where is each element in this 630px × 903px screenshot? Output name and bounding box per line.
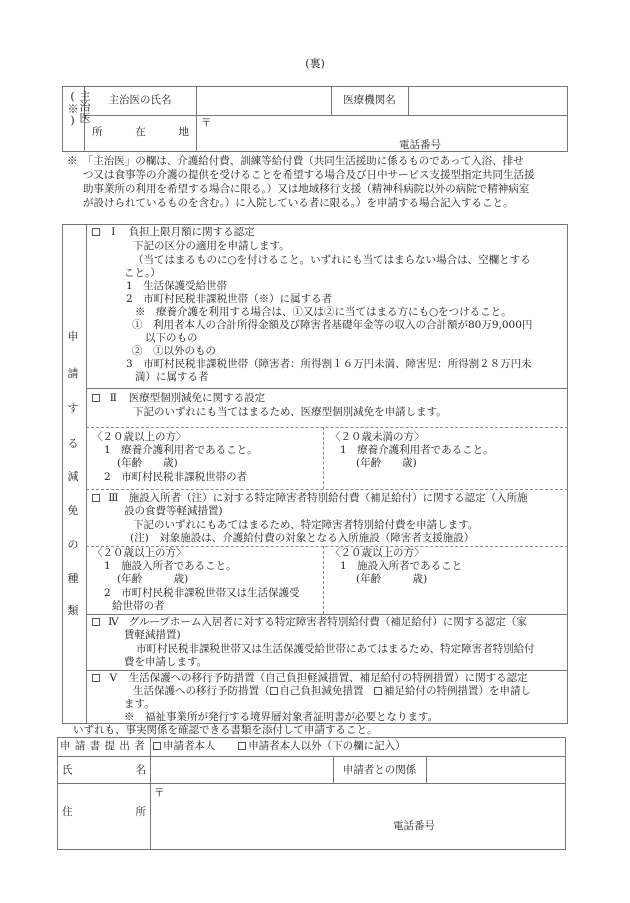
text-line: 下記のいずれにも当てはまるため、医療型個別減免を申請します。 [133,406,447,418]
institution-label: 医療機関名 [343,94,396,106]
relation-field[interactable] [427,757,565,782]
postal-mark: 〒 [201,117,212,129]
submitter-phone-label: 電話番号 [393,820,435,832]
institution-field[interactable] [409,87,567,114]
section-2-checkbox[interactable] [92,394,100,402]
text-line: 給世帯の者 [112,600,165,612]
submitter-address-field[interactable] [151,784,565,849]
text-line: 満）に属する者 [135,371,209,383]
doctor-note-line: ※ 「主治医」の欄は、介護給付費、訓練等給付費（共同生活援助に係るものであって入浴、排せ [67,155,524,167]
condition-item: 1 施設入所者であること [340,560,463,572]
dashed-divider [323,546,324,614]
text-line: 設の食費等軽減措置) [124,505,223,517]
self-burden-reduction-checkbox[interactable] [270,687,278,695]
section-5-title: Ⅴ 生活保護への移行予防措置（自己負担軽減措置、補足給付の特例措置）に関する認定 [92,672,528,685]
text-line: 市町村民税非課税世帯又は生活保護受給世帯にあてはまるため、特定障害者特別給付 [136,643,535,655]
age-heading: 〈２０歳以上の方〉 [330,547,425,559]
side-label-char: る [67,437,79,450]
postal-mark: 〒 [154,787,165,799]
section-5-options-line: 生活保護への移行予防措置（ 自己負担減免措置 補足給付の特例措置）を申請し [133,685,531,697]
supplementary-benefit-checkbox[interactable] [374,687,382,695]
side-label-char: 類 [67,604,79,617]
side-label-char: 免 [67,504,79,517]
text-line: 費を申請します。 [124,656,208,668]
age-field[interactable]: (年齢 歳) [356,457,417,469]
divider [86,388,568,389]
text-line: 以下のもの [145,332,198,344]
text-line: 賃軽減措置) [124,629,181,641]
age-heading: 〈２０歳未満の方〉 [330,431,425,443]
side-label-char: す [67,402,79,415]
doctor-phone-label: 電話番号 [399,139,441,151]
doctor-note-line: が設けられているものを含む。）に入院している者に限る。）を申請する場合記入すること。 [83,197,514,209]
side-label-char: 請 [67,367,79,380]
submitter-other-checkbox[interactable] [238,742,246,750]
relation-label: 申請者との関係 [342,764,417,776]
submitter-name-label: 氏 名 [62,764,146,776]
age-field[interactable]: (年齢 歳) [117,573,189,585]
condition-item: 2 市町村民税非課税世帯の者 [104,471,248,483]
option-item[interactable]: 2 市町村民税非課税世帯（※）に属する者 [126,293,333,305]
side-label-char: 種 [67,572,79,585]
condition-item: 2 市町村民税非課税世帯又は生活保護受 [104,587,300,599]
divider [86,224,87,724]
dashed-divider [86,427,568,428]
section-1-checkbox[interactable] [92,228,100,236]
age-heading: 〈２０歳以上の方〉 [92,431,187,443]
submitter-label: 申 請 書 提 出 者 [60,740,146,752]
condition-item: 1 施設入所者であること。 [104,560,237,572]
doctor-name-field[interactable] [197,87,330,114]
text-line: （当てはまるものに○を付けること。いずれにも当てはまらない場合は、空欄とする [133,254,531,266]
text-line: ※ 療養介護を利用する場合は、①又は②に当てはまる方にも○をつけること。 [135,306,512,318]
side-label-char: 減 [67,470,79,483]
section-1-title: Ⅰ 負担上限月額に関する認定 [92,226,255,239]
option-item[interactable]: ② ①以外のもの [132,345,216,357]
submitter-self-checkbox[interactable] [153,742,161,750]
section-3-checkbox[interactable] [92,494,100,502]
condition-item: 1 療養介護利用者であること。 [104,444,258,456]
doctor-note-line: つ又は食事等の介護の提供を受けることを希望する場合及び日中サービス支援型指定共同生活援 [83,169,535,181]
submitter-name-field[interactable] [151,757,332,782]
age-field[interactable]: (年齢 歳) [117,457,178,469]
doctor-name-label: 主治医の氏名 [108,94,172,106]
option-item[interactable]: 1 生活保護受給世帯 [126,280,228,292]
option-item[interactable]: 3 市町村民税非課税世帯（障害者：所得割１６万円未満、障害児：所得割２８万円未 [126,358,532,370]
doctor-address-label: 所 在 地 [92,126,189,138]
condition-item: 1 療養介護利用者であること。 [340,444,494,456]
age-heading: 〈２０歳以上の方〉 [92,547,187,559]
text-line: ます。 [124,698,155,710]
divider [86,614,568,615]
doctor-note-line: 助事業所の利用を希望する場合に限る。）又は地域移行支援（精神科病院以外の病院で精神病室 [83,183,530,195]
doctor-address-field[interactable] [197,116,567,151]
text-line: 下記の区分の適用を申請します。 [133,240,290,252]
age-field[interactable]: (年齢 歳) [356,573,428,585]
attending-doctor-side-label: 主治医(※) [66,90,91,127]
option-item[interactable]: ① 利用者本人の合計所得金額及び障害者基礎年金等の収入の合計額が80万9,000円 [132,319,533,331]
side-label-char: の [67,538,79,551]
submitter-options: 申請者本人 申請者本人以外（下の欄に記入） [153,740,406,753]
text-line: 下記のいずれにもあてはまるため、特定障害者特別給付費を申請します。 [133,519,479,531]
side-label-char: 申 [67,330,79,343]
divider [86,670,568,671]
dashed-divider [323,427,324,489]
section-2-title: Ⅱ 医療型個別減免に関する設定 [92,392,265,405]
dashed-divider [86,489,568,490]
attachment-note: いずれも、事実関係を確認できる書類を添付して申請すること。 [73,724,378,736]
submitter-address-label: 住 所 [62,806,146,818]
text-line: ※ 福祉事業所が発行する境界層対象者証明書が必要となります。 [124,711,439,723]
section-5-checkbox[interactable] [92,674,100,682]
page-title: (裏) [305,57,325,70]
section-3-title: Ⅲ 施設入所者（注）に対する特定障害者特別給付費（補足給付）に関する認定（入所施 [92,492,528,505]
section-4-checkbox[interactable] [92,618,100,626]
text-line: (注) 対象施設は、介護給付費の対象となる入所施設（障害者支援施設） [130,532,475,544]
section-4-title: Ⅳ グループホーム入居者に対する特定障害者特別給付費（補足給付）に関する認定（家 [92,616,527,629]
text-line: こと。） [124,267,161,279]
